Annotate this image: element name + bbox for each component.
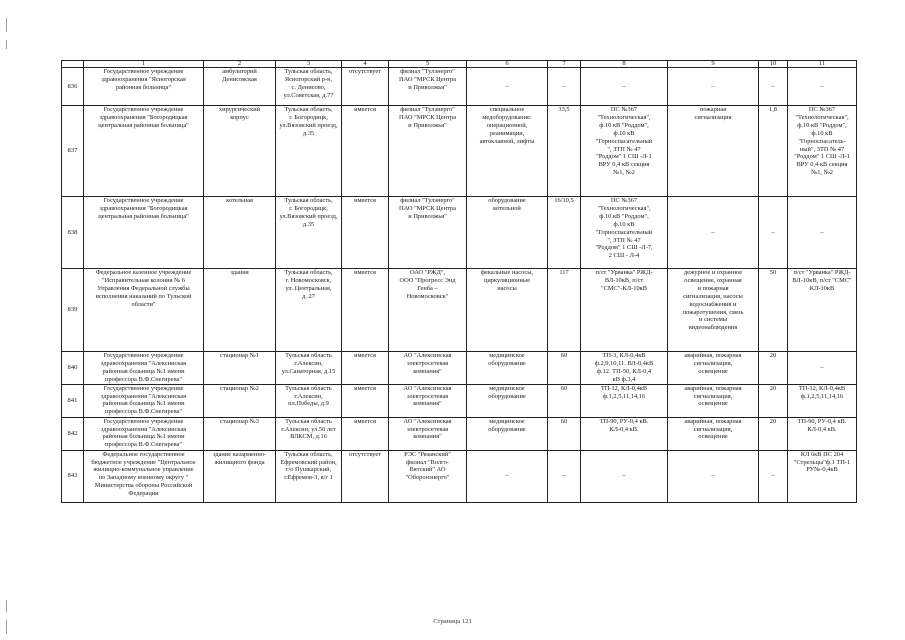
table-cell-col-4: имеется xyxy=(342,197,389,269)
table-cell-col-9: аварийная, пожарная сигнализация, освещение xyxy=(668,384,759,417)
table-cell-col-8: п/ст "Урванка" РЖД- ВЛ-10кВ, п/ст "СМС"-КЛ-10кВ xyxy=(581,269,668,352)
table-row xyxy=(62,384,857,417)
column-number: 5 xyxy=(389,61,467,68)
table-cell-col-6: медицинское оборудование xyxy=(467,417,548,450)
table-cell-col-11: – xyxy=(788,352,857,385)
table-cell-col-5: ОАО "РЖД", ООО "Прогресс Энд Генба – Новомосковск" xyxy=(389,269,467,352)
table-cell-col-11: – xyxy=(788,68,857,106)
table-row xyxy=(62,352,857,385)
table-row xyxy=(62,450,857,502)
row-number: 838 xyxy=(62,197,84,269)
table-cell-col-3: Тульская область г.Алексин, пл.Победы, д.9 xyxy=(276,384,342,417)
table-cell-col-3: Тульская область г.Алексин, ул.50 лет ВЛКСМ, д.16 xyxy=(276,417,342,450)
table-cell-col-1: Федеральное государственное бюджетное учреждение "Центральное жилищно-коммунальное управление по Западному военному округу " Министерства обороны Российской Федерации xyxy=(84,450,204,502)
table-cell-col-10: 20 xyxy=(759,417,788,450)
registry-table xyxy=(61,60,857,503)
table-cell-col-11: п/ст "Урванка" РЖД- ВЛ-10кВ, п/ст "СМС" КЛ-10кВ xyxy=(788,269,857,352)
column-number: 10 xyxy=(759,61,788,68)
table-cell-col-4: имеется xyxy=(342,384,389,417)
table-cell-col-5: филиал "Тулэнерго" ПАО "МРСК Центра и Приволжья" xyxy=(389,197,467,269)
table-cell-col-6: – xyxy=(467,450,548,502)
table-cell-col-2: котельная xyxy=(204,197,276,269)
row-number: 839 xyxy=(62,269,84,352)
table-cell-col-7: – xyxy=(548,68,581,106)
table-cell-col-9: аварийная, пожарная сигнализация, освещение xyxy=(668,417,759,450)
table-cell-col-2: стационар №3 xyxy=(204,417,276,450)
table-cell-col-1: Государственное учреждение здравоохранения "Алексинская районная больница №1 имени профессора В.Ф.Снегирева" xyxy=(84,417,204,450)
column-number: 11 xyxy=(788,61,857,68)
table-cell-col-4: имеется xyxy=(342,106,389,197)
table-cell-col-10: 50 xyxy=(759,269,788,352)
table-cell-col-5: АО "Алексинская электросетевая компания" xyxy=(389,352,467,385)
table-cell-col-6: медицинское оборудование xyxy=(467,384,548,417)
row-number: 843 xyxy=(62,450,84,502)
column-number: 2 xyxy=(204,61,276,68)
table-cell-col-2: хирургический корпус xyxy=(204,106,276,197)
corner-cell xyxy=(62,61,84,68)
table-cell-col-9: – xyxy=(668,197,759,269)
table-cell-col-4: отсутствует xyxy=(342,450,389,502)
page-number: Страница 121 xyxy=(433,618,472,625)
table-cell-col-5: АО "Алексинская электросетевая компания" xyxy=(389,417,467,450)
table-cell-col-3: Тульская область, Ясногорский р-н, с. Денисово, ул.Советская, д.77 xyxy=(276,68,342,106)
table-cell-col-2: стационар №1 xyxy=(204,352,276,385)
column-number-row xyxy=(62,61,857,68)
table-cell-col-6: медицинское оборудование xyxy=(467,352,548,385)
table-cell-col-3: Тульская область, г. Богородицк, ул.Вязовский проезд, д.35 xyxy=(276,106,342,197)
table-cell-col-1: Государственное учреждение здравоохранения "Богородицкая центральная районная больница" xyxy=(84,197,204,269)
table-cell-col-1: Государственное учреждение здравоохранения "Алексинская районная больница №1 имени профессора В.Ф.Снегирева" xyxy=(84,384,204,417)
table-cell-col-7: 60 xyxy=(548,384,581,417)
column-number: 8 xyxy=(581,61,668,68)
table-cell-col-6: – xyxy=(467,68,548,106)
table-cell-col-1: Государственное учреждение здравоохранения "Алексинская районная больница №1 имени профессора В.Ф.Снегирева" xyxy=(84,352,204,385)
column-number: 9 xyxy=(668,61,759,68)
table-cell-col-10: – xyxy=(759,450,788,502)
table-cell-col-10: 20 xyxy=(759,384,788,417)
table-cell-col-8: – xyxy=(581,68,668,106)
table-cell-col-4: имеется xyxy=(342,269,389,352)
table-cell-col-6: специальное медоборудование: операционной, реанимации, автоклавной, лифты xyxy=(467,106,548,197)
table-cell-col-1: Государственное учреждение здравоохранения "Ясногорская районная больница" xyxy=(84,68,204,106)
table-cell-col-6: оборудование котельной xyxy=(467,197,548,269)
table-cell-col-9: аварийная, пожарная сигнализация, освещение xyxy=(668,352,759,385)
table-cell-col-9: дежурное и охранное освещение, охранная и пожарная сигнализация, насосы водоснабжения и пожаротушения, связь и системы видеонаблюдения xyxy=(668,269,759,352)
column-number: 3 xyxy=(276,61,342,68)
table-cell-col-10: – xyxy=(759,197,788,269)
table-cell-col-3: Тульская область, г. Богородицк, ул.Вязовский проезд, д.35 xyxy=(276,197,342,269)
table-cell-col-7: 16/10,5 xyxy=(548,197,581,269)
table-cell-col-11: ТП-12, КЛ-0,4кВ ф.1,2,5,11,14,16 xyxy=(788,384,857,417)
table-cell-col-10: 20 xyxy=(759,352,788,385)
table-cell-col-8: – xyxy=(581,450,668,502)
table-cell-col-11: – xyxy=(788,197,857,269)
table-cell-col-7: 117 xyxy=(548,269,581,352)
table-cell-col-7: – xyxy=(548,450,581,502)
table-cell-col-11: ТП-90, РУ-0,4 кВ. КЛ-0,4 кВ. xyxy=(788,417,857,450)
table-row xyxy=(62,106,857,197)
column-number: 6 xyxy=(467,61,548,68)
table-cell-col-7: 60 xyxy=(548,417,581,450)
table-cell-col-5: РЭС "Рязанский" филиал "Волго- Вятский" АО "Оборонэнерго" xyxy=(389,450,467,502)
table-cell-col-5: филиал "Тулэнерго" ПАО "МРСК Центра и Приволжья" xyxy=(389,106,467,197)
table-cell-col-4: имеется xyxy=(342,352,389,385)
table-cell-col-10: 1,8 xyxy=(759,106,788,197)
table-row xyxy=(62,68,857,106)
table-cell-col-1: Федеральное казенное учреждение "Исправительная колония № 6 Управления Федеральной службы исполнения наказаний по Тульской области" xyxy=(84,269,204,352)
table-cell-col-11: ПС №367 "Технологическая", ф.10 кВ "Роддом", ф.10 кВ "Горноспасатель- ный", ЗТП № 47 "Роддом" 1 СШ -Л-1 ВРУ 0,4 кВ секция №1, №2 xyxy=(788,106,857,197)
binding-margin-marks xyxy=(6,0,10,640)
table-cell-col-9: – xyxy=(668,68,759,106)
row-number: 840 xyxy=(62,352,84,385)
table-cell-col-7: 33,5 xyxy=(548,106,581,197)
table-cell-col-8: ПС №367 "Технологическая", ф.10 кВ "Роддом", ф.10 кВ "Горноспасательный ", ЗТП № 47 "Роддом" 1 СШ -Л-7, 2 СШ - Л-4 xyxy=(581,197,668,269)
row-number: 837 xyxy=(62,106,84,197)
table-row xyxy=(62,269,857,352)
table-cell-col-4: отсутствует xyxy=(342,68,389,106)
table-cell-col-8: ТП-90, РУ-0,4 кВ. КЛ-0,4 кВ. xyxy=(581,417,668,450)
table-cell-col-9: пожарная сигнализация xyxy=(668,106,759,197)
table-cell-col-7: 60 xyxy=(548,352,581,385)
table-cell-col-3: Тульская область, Ефремовский район, г/о Пушкарский, г.Ефремов-3, в/г 1 xyxy=(276,450,342,502)
table-cell-col-9: – xyxy=(668,450,759,502)
row-number: 841 xyxy=(62,384,84,417)
table-cell-col-3: Тульская область, г. Новомосковск, ул. Центральная, д. 27 xyxy=(276,269,342,352)
table-row xyxy=(62,197,857,269)
table-cell-col-2: амбулаторий Денисовская xyxy=(204,68,276,106)
column-number: 4 xyxy=(342,61,389,68)
table-cell-col-8: ТП-12, КЛ-0,4кВ ф.1,2,5,11,14,16 xyxy=(581,384,668,417)
table-cell-col-8: ТП-3, КЛ-0,4кВ ф.2,9,10,11. ВЛ-0,4кВ ф.12. ТП-50, КЛ-0,4 кВ ф.3,4 xyxy=(581,352,668,385)
row-number: 836 xyxy=(62,68,84,106)
table-row xyxy=(62,417,857,450)
table-cell-col-2: здания xyxy=(204,269,276,352)
table-cell-col-8: ПС №367 "Технологическая", ф.10 кВ "Роддом", ф.10 кВ "Горноспасательный ", ЗТП № 47 "Роддом" 1 СШ -Л-1 ВРУ 0,4 кВ секция №1, №2 xyxy=(581,106,668,197)
table-cell-col-4: имеется xyxy=(342,417,389,450)
table-cell-col-2: стационар №2 xyxy=(204,384,276,417)
table-cell-col-5: АО "Алексинская электросетевая компания" xyxy=(389,384,467,417)
row-number: 842 xyxy=(62,417,84,450)
table-cell-col-11: КЛ 6кВ ПС 204 "Стрельцы"ф.1 ТП-1 РУ№-0,4кВ xyxy=(788,450,857,502)
table-cell-col-10: – xyxy=(759,68,788,106)
table-cell-col-6: фекальные насосы, циркуляционные насосы xyxy=(467,269,548,352)
table-cell-col-3: Тульская область г.Алексин, ул.Санаторная, д.15 xyxy=(276,352,342,385)
table-cell-col-5: филиал "Тулэнерго" ПАО "МРСК Центра и Приволжья" xyxy=(389,68,467,106)
column-number: 1 xyxy=(84,61,204,68)
column-number: 7 xyxy=(548,61,581,68)
table-cell-col-2: здание казарменно- жилищного фонда xyxy=(204,450,276,502)
table-cell-col-1: Государственное учреждение здравоохранения "Богородицкая центральная районная больница" xyxy=(84,106,204,197)
